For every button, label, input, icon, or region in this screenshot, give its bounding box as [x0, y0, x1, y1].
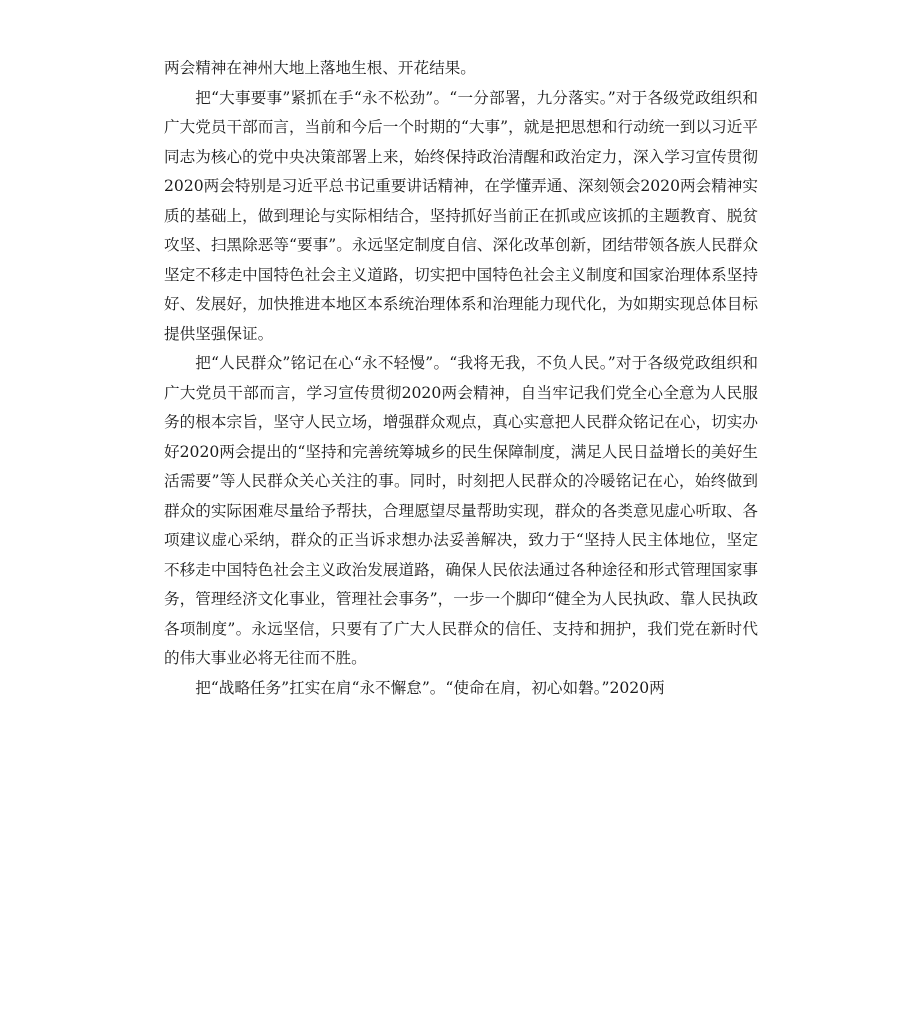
paragraph-major-tasks: 把“大事要事”紧抓在手“永不松劲”。“一分部署，九分落实。”对于各级党政组织和广大党员干部而言，当前和今后一个时期的“大事”，就是把思想和行动统一到以习近平同志为核心的党中央决策部署上来，始终保持政治清醒和政治定力，深入学习宣传贯彻2020两会特别是习近平总书记重要讲话精神，在学懂弄通、深刻领会2020两会精神实质的基础上，做到理论与实际相结合，坚持抓好当前正在抓或应该抓的主题教育、脱贫攻坚、扫黑除恶等“要事”。永远坚定制度自信、深化改革创新，团结带领各族人民群众坚定不移走中国特色社会主义道路，切实把中国特色社会主义制度和国家治理体系坚持好、发展好，加快推进本地区本系统治理体系和治理能力现代化，为如期实现总体目标提供坚强保证。	[164, 88, 758, 343]
paragraph-strategic-tasks: 把“战略任务”扛实在肩“永不懈怠”。“使命在肩，初心如磐。”2020两	[195, 678, 665, 697]
paragraph-continuation: 两会精神在神州大地上落地生根、开花结果。	[164, 59, 476, 77]
paragraph-people: 把“人民群众”铭记在心“永不轻慢”。“我将无我，不负人民。”对于各级党政组织和广大党员干部而言，学习宣传贯彻2020两会精神，自当牢记我们党全心全意为人民服务的根本宗旨，坚守人民立场，增强群众观点，真心实意把人民群众铭记在心，切实办好2020两会提出的“坚持和完善统筹城乡的民生保障制度，满足人民日益增长的美好生活需要”等人民群众关心关注的事。同时，时刻把人民群众的冷暖铭记在心，始终做到群众的实际困难尽量给予帮扶，合理愿望尽量帮助实现，群众的各类意见虚心听取、各项建议虚心采纳，群众的正当诉求想办法妥善解决，致力于“坚持人民主体地位，坚定不移走中国特色社会主义政治发展道路，确保人民依法通过各种途径和形式管理国家事务，管理经济文化事业，管理社会事务”，一步一个脚印“健全为人民执政、靠人民执政各项制度”。永远坚信，只要有了广大人民群众的信任、支持和拥护，我们党在新时代的伟大事业必将无往而不胜。	[164, 354, 758, 667]
document-page	[164, 54, 758, 703]
